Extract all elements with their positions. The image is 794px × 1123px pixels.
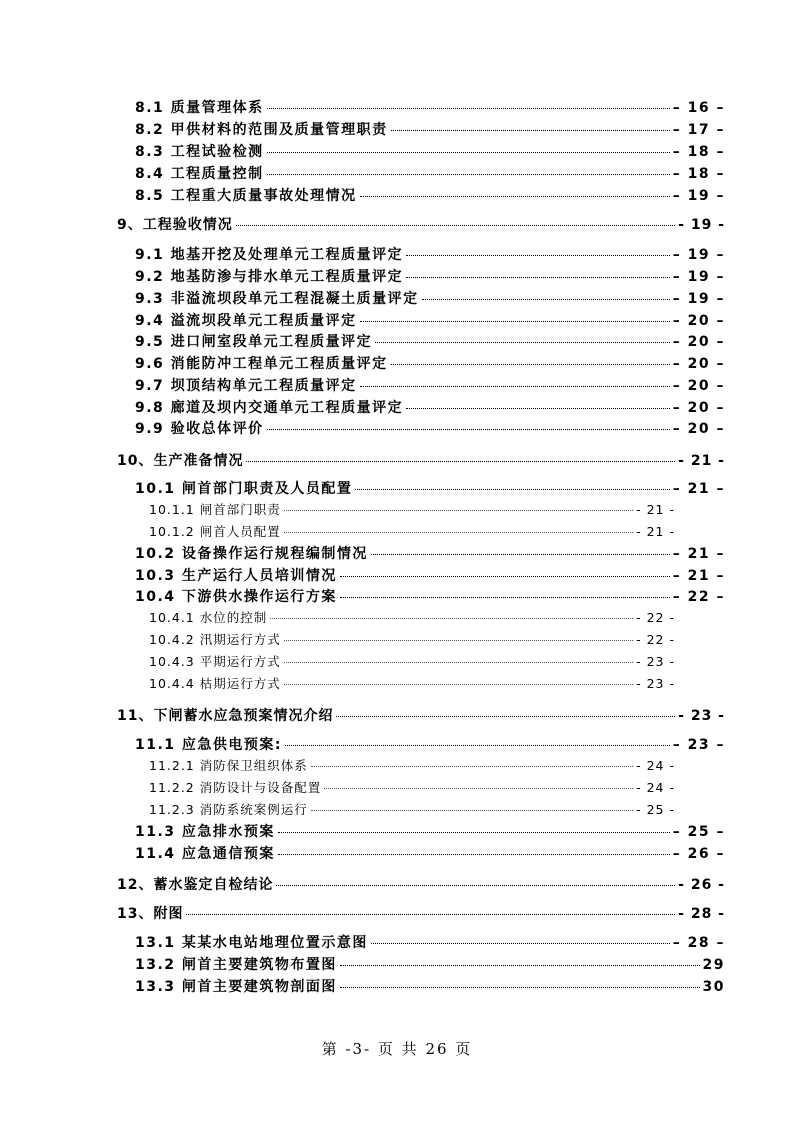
toc-page: – 20 – bbox=[672, 356, 725, 372]
toc-leader bbox=[267, 108, 670, 109]
toc-page: - 22 - bbox=[636, 610, 675, 625]
toc-entry[interactable] bbox=[149, 674, 675, 694]
toc-entry[interactable] bbox=[135, 976, 725, 996]
toc-entry[interactable] bbox=[135, 586, 725, 606]
toc-entry[interactable] bbox=[135, 163, 725, 183]
toc-leader bbox=[360, 321, 670, 322]
toc-title: 8.4 工程质量控制 bbox=[135, 166, 264, 182]
toc-page: – 17 – bbox=[672, 122, 725, 138]
toc-title: 9.3 非溢流坝段单元工程混凝土质量评定 bbox=[135, 291, 419, 307]
toc-page: - 21 - bbox=[636, 524, 675, 539]
toc-leader bbox=[336, 716, 675, 717]
toc-entry[interactable] bbox=[135, 932, 725, 952]
toc-leader bbox=[278, 854, 670, 855]
toc-page: - 26 - bbox=[678, 877, 725, 893]
toc-entry[interactable] bbox=[135, 310, 725, 330]
toc-leader bbox=[270, 618, 633, 619]
toc-page: – 18 – bbox=[672, 166, 725, 182]
toc-entry[interactable] bbox=[135, 288, 725, 308]
toc-page: 30 bbox=[702, 979, 725, 995]
toc-leader bbox=[340, 987, 700, 988]
toc-title: 8.1 质量管理体系 bbox=[135, 100, 264, 116]
toc-leader bbox=[391, 130, 670, 131]
toc-title: 12、蓄水鉴定自检结论 bbox=[117, 877, 274, 893]
toc-title: 11.2.3 消防系统案例运行 bbox=[149, 802, 308, 817]
toc-title: 10.1.2 闸首人员配置 bbox=[149, 524, 281, 539]
toc-page: - 28 - bbox=[678, 906, 725, 922]
toc-title: 10.4 下游供水操作运行方案 bbox=[135, 589, 337, 605]
toc-leader bbox=[186, 914, 675, 915]
toc-title: 11.2.1 消防保卫组织体系 bbox=[149, 758, 308, 773]
toc-title: 11、下闸蓄水应急预案情况介绍 bbox=[117, 708, 334, 724]
toc-entry[interactable] bbox=[135, 734, 725, 754]
toc-page: - 25 - bbox=[636, 802, 675, 817]
toc-leader bbox=[371, 554, 670, 555]
toc-leader bbox=[311, 766, 633, 767]
toc-page: – 23 – bbox=[672, 737, 725, 753]
toc-leader bbox=[371, 943, 670, 944]
toc-page: - 24 - bbox=[636, 780, 675, 795]
toc-title: 13、附图 bbox=[117, 906, 184, 922]
page-footer: 第 -3- 页 共 26 页 bbox=[321, 1040, 473, 1058]
toc-title: 8.3 工程试验检测 bbox=[135, 144, 264, 160]
toc-title: 10.4.2 汛期运行方式 bbox=[149, 632, 281, 647]
toc-entry[interactable] bbox=[149, 522, 675, 542]
toc-title: 8.5 工程重大质量事故处理情况 bbox=[135, 188, 357, 204]
toc-title: 10.1 闸首部门职责及人员配置 bbox=[135, 481, 353, 497]
toc-entry[interactable] bbox=[135, 266, 725, 286]
toc-leader bbox=[375, 342, 670, 343]
toc-leader bbox=[278, 832, 670, 833]
toc-leader bbox=[324, 788, 633, 789]
toc-page: - 21 - bbox=[636, 502, 675, 517]
toc-page: – 25 – bbox=[672, 824, 725, 840]
toc-page: - 23 - bbox=[678, 708, 725, 724]
toc-page: – 19 – bbox=[672, 269, 725, 285]
toc-title: 13.1 某某水电站地理位置示意图 bbox=[135, 935, 368, 951]
toc-page: – 28 – bbox=[672, 935, 725, 951]
toc-entry[interactable] bbox=[135, 543, 725, 563]
toc-leader bbox=[340, 965, 700, 966]
toc-page: – 20 – bbox=[672, 313, 725, 329]
toc-title: 10.4.4 枯期运行方式 bbox=[149, 676, 281, 691]
toc-title: 8.2 甲供材料的范围及质量管理职责 bbox=[135, 122, 388, 138]
toc-page: - 24 - bbox=[636, 758, 675, 773]
toc-leader bbox=[391, 364, 670, 365]
toc-entry[interactable] bbox=[149, 630, 675, 650]
toc-page: – 16 – bbox=[672, 100, 725, 116]
toc-title: 11.3 应急排水预案 bbox=[135, 824, 275, 840]
toc-page: – 21 – bbox=[672, 546, 725, 562]
toc-page: - 23 - bbox=[636, 676, 675, 691]
toc-title: 13.3 闸首主要建筑物剖面图 bbox=[135, 979, 337, 995]
toc-title: 10.1.1 闸首部门职责 bbox=[149, 502, 281, 517]
toc-title: 9、工程验收情况 bbox=[117, 217, 233, 233]
toc-title: 11.4 应急通信预案 bbox=[135, 846, 275, 862]
toc-entry[interactable] bbox=[135, 185, 725, 205]
toc-page: – 26 – bbox=[672, 846, 725, 862]
toc-leader bbox=[406, 277, 670, 278]
toc-entry[interactable] bbox=[135, 119, 725, 139]
toc-entry[interactable] bbox=[149, 778, 675, 798]
toc-title: 10.4.1 水位的控制 bbox=[149, 610, 268, 625]
toc-title: 9.2 地基防渗与排水单元工程质量评定 bbox=[135, 269, 404, 285]
toc-page: – 18 – bbox=[672, 144, 725, 160]
toc-leader bbox=[267, 174, 670, 175]
toc-page: – 19 – bbox=[672, 188, 725, 204]
toc-entry[interactable] bbox=[117, 214, 725, 234]
toc-entry[interactable] bbox=[117, 450, 725, 470]
toc-title: 9.4 溢流坝段单元工程质量评定 bbox=[135, 313, 357, 329]
toc-page: – 20 – bbox=[672, 421, 725, 437]
toc-page: - 22 - bbox=[636, 632, 675, 647]
toc-entry[interactable] bbox=[149, 652, 675, 672]
toc-title: 10.3 生产运行人员培训情况 bbox=[135, 568, 337, 584]
toc-leader bbox=[267, 152, 670, 153]
toc-page: - 19 - bbox=[678, 217, 725, 233]
toc-leader bbox=[340, 576, 670, 577]
toc-leader bbox=[284, 532, 633, 533]
toc-title: 9.6 消能防冲工程单元工程质量评定 bbox=[135, 356, 388, 372]
toc-entry[interactable] bbox=[135, 331, 725, 351]
toc-page: – 20 – bbox=[672, 334, 725, 350]
toc-entry[interactable] bbox=[135, 821, 725, 841]
toc-leader bbox=[284, 510, 633, 511]
toc-title: 9.9 验收总体评价 bbox=[135, 421, 264, 437]
toc-entry[interactable] bbox=[117, 874, 725, 894]
toc-page: – 19 – bbox=[672, 247, 725, 263]
toc-entry[interactable] bbox=[135, 843, 725, 863]
toc-title: 9.5 进口闸室段单元工程质量评定 bbox=[135, 334, 373, 350]
toc-page: – 22 – bbox=[672, 589, 725, 605]
toc-title: 9.7 坝顶结构单元工程质量评定 bbox=[135, 378, 357, 394]
toc-leader bbox=[311, 810, 633, 811]
toc-page: – 19 – bbox=[672, 291, 725, 307]
toc-page: – 21 – bbox=[672, 481, 725, 497]
toc-entry[interactable] bbox=[149, 800, 675, 820]
toc-leader bbox=[422, 299, 670, 300]
toc-entry[interactable] bbox=[135, 954, 725, 974]
toc-leader bbox=[236, 225, 675, 226]
toc-title: 9.8 廊道及坝内交通单元工程质量评定 bbox=[135, 400, 404, 416]
toc-title: 13.2 闸首主要建筑物布置图 bbox=[135, 957, 337, 973]
toc-leader bbox=[285, 745, 670, 746]
toc-leader bbox=[340, 597, 670, 598]
toc-title: 11.2.2 消防设计与设备配置 bbox=[149, 780, 322, 795]
toc-entry[interactable] bbox=[135, 565, 725, 585]
toc-entry[interactable] bbox=[149, 500, 675, 520]
toc-entry[interactable] bbox=[135, 97, 725, 117]
toc-entry[interactable] bbox=[149, 608, 675, 628]
toc-leader bbox=[284, 662, 633, 663]
toc-leader bbox=[406, 255, 670, 256]
toc-leader bbox=[360, 196, 670, 197]
toc-page: – 20 – bbox=[672, 400, 725, 416]
toc-leader bbox=[284, 684, 633, 685]
toc-entry[interactable] bbox=[117, 705, 725, 725]
toc-entry[interactable] bbox=[135, 478, 725, 498]
toc-entry[interactable] bbox=[117, 903, 725, 923]
toc-entry[interactable] bbox=[135, 141, 725, 161]
toc-title: 10、生产准备情况 bbox=[117, 453, 244, 469]
toc-entry[interactable] bbox=[135, 397, 725, 417]
toc-entry[interactable] bbox=[135, 375, 725, 395]
toc-page: 29 bbox=[702, 957, 725, 973]
toc-page: - 21 - bbox=[678, 453, 725, 469]
toc-entry[interactable] bbox=[135, 418, 725, 438]
toc-entry[interactable] bbox=[149, 756, 675, 776]
toc-title: 11.1 应急供电预案: bbox=[135, 737, 283, 753]
toc-page: – 21 – bbox=[672, 568, 725, 584]
toc-page: - 23 - bbox=[636, 654, 675, 669]
toc-leader bbox=[406, 408, 670, 409]
toc-entry[interactable] bbox=[135, 244, 725, 264]
toc-page: – 20 – bbox=[672, 378, 725, 394]
toc-entry[interactable] bbox=[135, 353, 725, 373]
toc-title: 10.4.3 平期运行方式 bbox=[149, 654, 281, 669]
toc-leader bbox=[284, 640, 633, 641]
toc-leader bbox=[355, 489, 669, 490]
toc-leader bbox=[276, 885, 675, 886]
toc-title: 9.1 地基开挖及处理单元工程质量评定 bbox=[135, 247, 404, 263]
toc-title: 10.2 设备操作运行规程编制情况 bbox=[135, 546, 368, 562]
toc-leader bbox=[246, 461, 675, 462]
toc-leader bbox=[267, 429, 670, 430]
toc-leader bbox=[360, 386, 670, 387]
